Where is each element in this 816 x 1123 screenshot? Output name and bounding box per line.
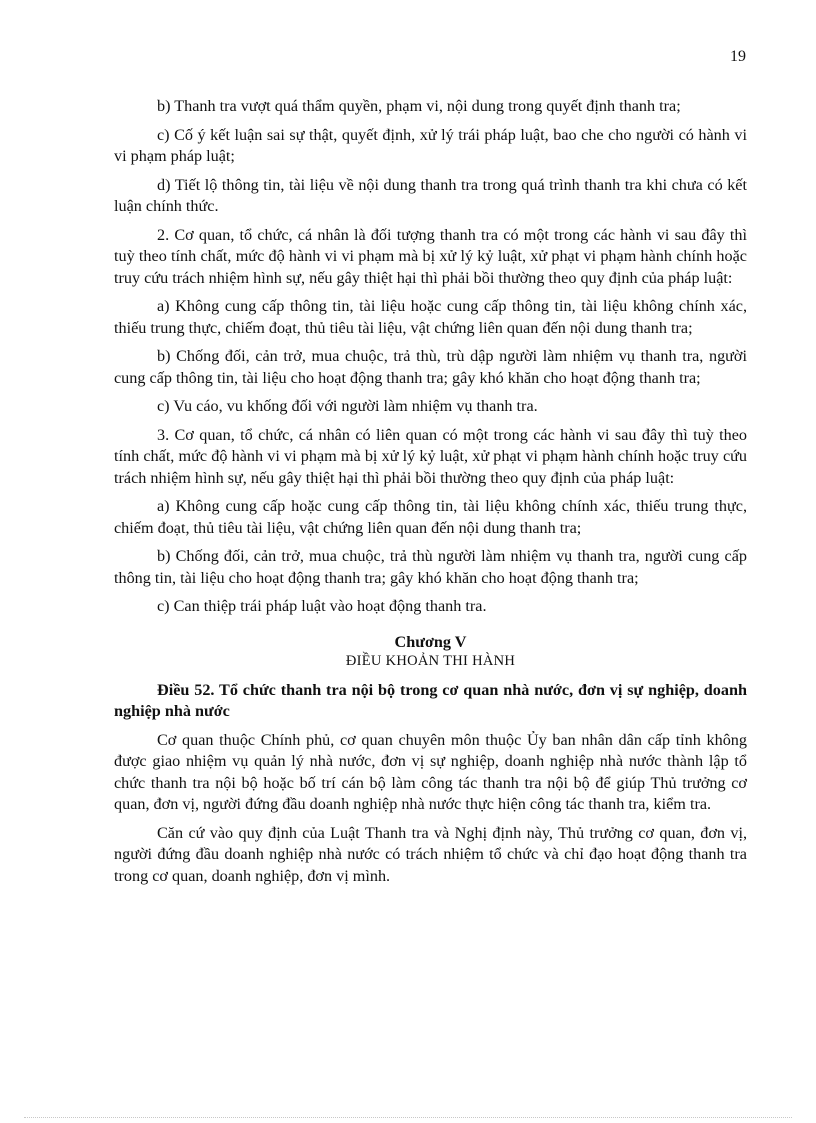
paragraph: b) Chống đối, cản trở, mua chuộc, trả thù người làm nhiệm vụ thanh tra, người cung cấp thông tin, tài liệu cho hoạt động thanh tra; gây khó khăn cho hoạt động thanh tra; <box>114 547 747 587</box>
paragraph: 2. Cơ quan, tổ chức, cá nhân là đối tượng thanh tra có một trong các hành vi sau đây thì tuỳ theo tính chất, mức độ hành vi vi phạm mà bị xử lý kỷ luật, xử phạt vi phạm hành chính hoặc truy cứu trách nhiệm hình sự, nếu gây thiệt hại thì phải bồi thường theo quy định của pháp luật: <box>114 225 747 287</box>
paragraph: a) Không cung cấp hoặc cung cấp thông tin, tài liệu không chính xác, thiếu trung thực, chiếm đoạt, thủ tiêu tài liệu, vật chứng liên quan đến nội dung thanh tra; <box>114 497 747 537</box>
chapter-subtitle: ĐIỀU KHOẢN THI HÀNH <box>345 652 516 669</box>
document-body <box>114 96 747 894</box>
article-heading: Điều 52. Tổ chức thanh tra nội bộ trong cơ quan nhà nước, đơn vị sự nghiệp, doanh nghiệp nhà nước <box>114 680 747 720</box>
paragraph: b) Chống đối, cản trở, mua chuộc, trả thù, trù dập người làm nhiệm vụ thanh tra, người cung cấp thông tin, tài liệu cho hoạt động thanh tra; gây khó khăn cho hoạt động thanh tra; <box>114 347 747 387</box>
paragraph: 3. Cơ quan, tổ chức, cá nhân có liên quan có một trong các hành vi sau đây thì tuỳ theo tính chất, mức độ hành vi vi phạm mà bị xử lý kỷ luật, xử phạt vi phạm hành chính hoặc truy cứu trách nhiệm hình sự, nếu gây thiệt hại thì phải bồi thường theo quy định của pháp luật: <box>114 425 747 487</box>
article-paragraph: Cơ quan thuộc Chính phủ, cơ quan chuyên môn thuộc Ủy ban nhân dân cấp tỉnh không được giao nhiệm vụ quản lý nhà nước, đơn vị sự nghiệp, doanh nghiệp nhà nước thành lập tổ chức thanh tra nội bộ hoặc bố trí cán bộ làm công tác thanh tra nội bộ để giúp Thủ trưởng cơ quan, đơn vị, người đứng đầu doanh nghiệp nhà nước thực hiện công tác thanh tra, kiểm tra. <box>114 730 747 813</box>
paragraph: c) Can thiệp trái pháp luật vào hoạt động thanh tra. <box>157 597 487 615</box>
page-bottom-divider <box>24 1117 792 1118</box>
paragraph: d) Tiết lộ thông tin, tài liệu về nội dung thanh tra trong quá trình thanh tra khi chưa có kết luận chính thức. <box>114 175 747 215</box>
paragraph: a) Không cung cấp thông tin, tài liệu hoặc cung cấp thông tin, tài liệu không chính xác, thiếu trung thực, chiếm đoạt, thủ tiêu tài liệu, vật chứng liên quan đến nội dung thanh tra; <box>114 297 747 337</box>
paragraph: b) Thanh tra vượt quá thẩm quyền, phạm vi, nội dung trong quyết định thanh tra; <box>157 97 681 115</box>
page-number: 19 <box>730 48 746 65</box>
paragraph: c) Vu cáo, vu khống đối với người làm nhiệm vụ thanh tra. <box>157 397 538 415</box>
article-paragraph: Căn cứ vào quy định của Luật Thanh tra và Nghị định này, Thủ trưởng cơ quan, đơn vị, người đứng đầu doanh nghiệp nhà nước có trách nhiệm tổ chức và chỉ đạo hoạt động thanh tra trong cơ quan, doanh nghiệp, đơn vị mình. <box>114 823 747 885</box>
chapter-title: Chương V <box>394 632 467 651</box>
paragraph: c) Cố ý kết luận sai sự thật, quyết định, xử lý trái pháp luật, bao che cho người có hành vi vi phạm pháp luật; <box>114 125 747 165</box>
